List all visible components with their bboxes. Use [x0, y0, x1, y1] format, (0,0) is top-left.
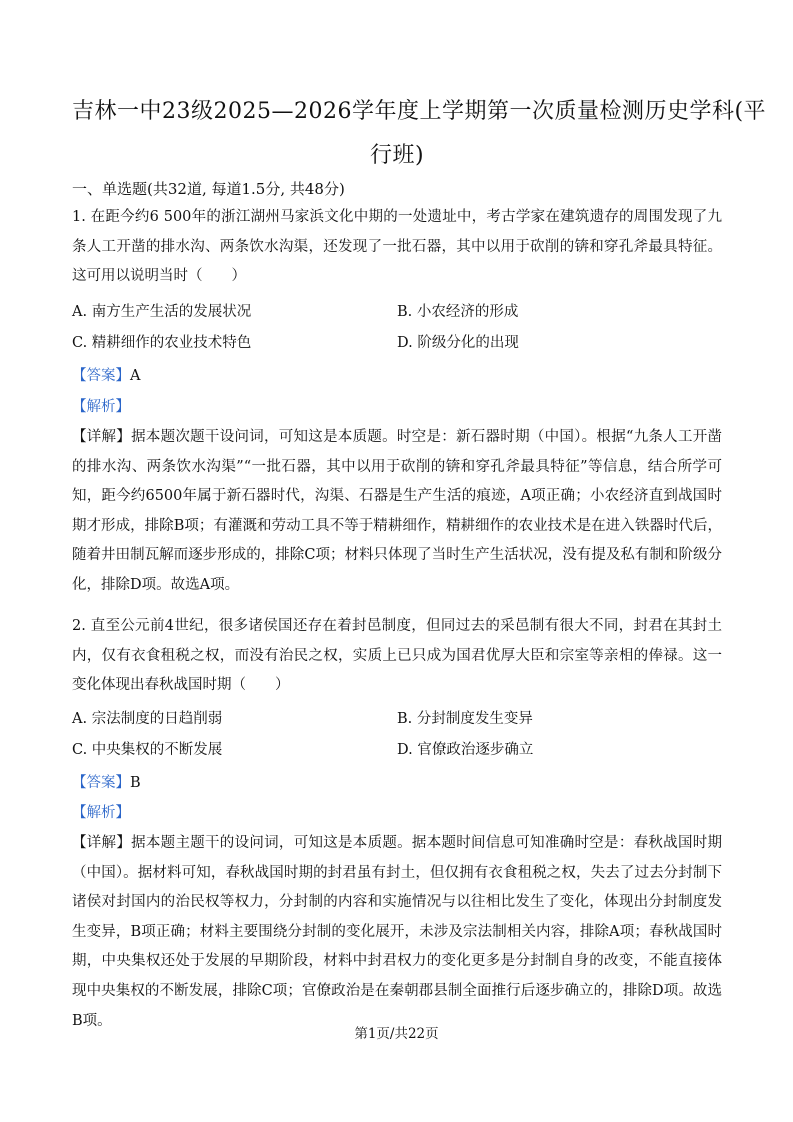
- answer-label: 【答案】: [72, 368, 130, 384]
- question-2-option-b: B. 分封制度发生变异: [397, 711, 533, 727]
- answer-label: 【答案】: [72, 775, 130, 791]
- title-line-2: 行班): [369, 143, 425, 168]
- question-2-option-a: A. 宗法制度的日趋削弱: [72, 711, 223, 727]
- detail-text: 据本题主题干的设问词，可知这是本质题。据本题时间信息可知准确时空是：春秋战国时期（中国）。据材料可知，春秋战国时期的封君虽有封土，但仅拥有衣食租税之权，失去了过去分封制下诸侯对封国内的治民权等权力，分封制的内容和实施情况与以往相比发生了变化，体现出分封制度发生变异，B项正确；材料主要围绕分封制的变化展开，未涉及宗法制相关内容，排除A项；春秋战国时期，中央集权还处于发展的早期阶段，材料中封君权力的变化更多是分封制自身的改变，不能直接体现中央集权的不断发展，排除C项；官僚政治是在秦朝郡县制全面推行后逐步确立的，排除D项。故选B项。: [72, 835, 723, 1029]
- question-1-option-a: A. 南方生产生活的发展状况: [72, 304, 252, 320]
- question-1-stem: 1. 在距今约6 500年的浙江湖州马家浜文化中期的一处遗址中，考古学家在建筑遗存的周围发现了九条人工开凿的排水沟、两条饮水沟渠，还发现了一批石器，其中以用于砍削的锛和穿孔斧最具特征。这可用以说明当时（ ）: [72, 209, 722, 285]
- question-1-option-c: C. 精耕细作的农业技术特色: [72, 335, 252, 351]
- title-line-1: 吉林一中23级2025—2026学年度上学期第一次质量检测历史学科(平: [72, 99, 767, 124]
- question-2-options: [72, 704, 722, 766]
- question-1-options: [72, 297, 722, 359]
- question-2-option-d: D. 官僚政治逐步确立: [397, 742, 534, 758]
- question-1-detail: [72, 423, 722, 601]
- question-1-option-d: D. 阶级分化的出现: [397, 335, 519, 351]
- question-2-option-c: C. 中央集权的不断发展: [72, 742, 223, 758]
- document-title: [72, 90, 767, 178]
- page-footer: 第1页/共22页: [354, 1026, 439, 1042]
- question-1-option-b: B. 小农经济的形成: [397, 304, 519, 320]
- question-2-analysis-label: 【解析】: [72, 805, 130, 821]
- question-2-stem: 2. 直至公元前4世纪，很多诸侯国还存在着封邑制度，但同过去的采邑制有很大不同，封君在其封土内，仅有衣食租税之权，而没有治民之权，实质上已只成为国君优厚大臣和宗室等亲相的俸禄。这一变化体现出春秋战国时期（ ）: [72, 618, 722, 694]
- question-1-answer: [72, 366, 140, 386]
- answer-value: A: [130, 368, 141, 384]
- question-1-analysis-label: 【解析】: [72, 399, 130, 415]
- detail-label: 【详解】: [72, 835, 132, 851]
- detail-label: 【详解】: [72, 429, 132, 445]
- question-2-answer: [72, 773, 141, 793]
- detail-text: 据本题次题干设问词，可知这是本质题。时空是：新石器时期（中国）。根据“九条人工开凿的排水沟、两条饮水沟渠”“一批石器，其中以用于砍削的锛和穿孔斧最具特征”等信息，结合所学可知，距今约6500年属于新石器时代，沟渠、石器是生产生活的痕迹，A项正确；小农经济直到战国时期才形成，排除B项；有灌溉和劳动工具不等于精耕细作，精耕细作的农业技术是在进入铁器时代后，随着井田制瓦解而逐步形成的，排除C项；材料只体现了当时生产生活状况，没有提及私有制和阶级分化，排除D项。故选A项。: [72, 429, 722, 593]
- section-heading: 一、单选题(共32道, 每道1.5分, 共48分): [72, 180, 345, 198]
- question-2-detail: [72, 829, 722, 1036]
- answer-value: B: [130, 775, 141, 791]
